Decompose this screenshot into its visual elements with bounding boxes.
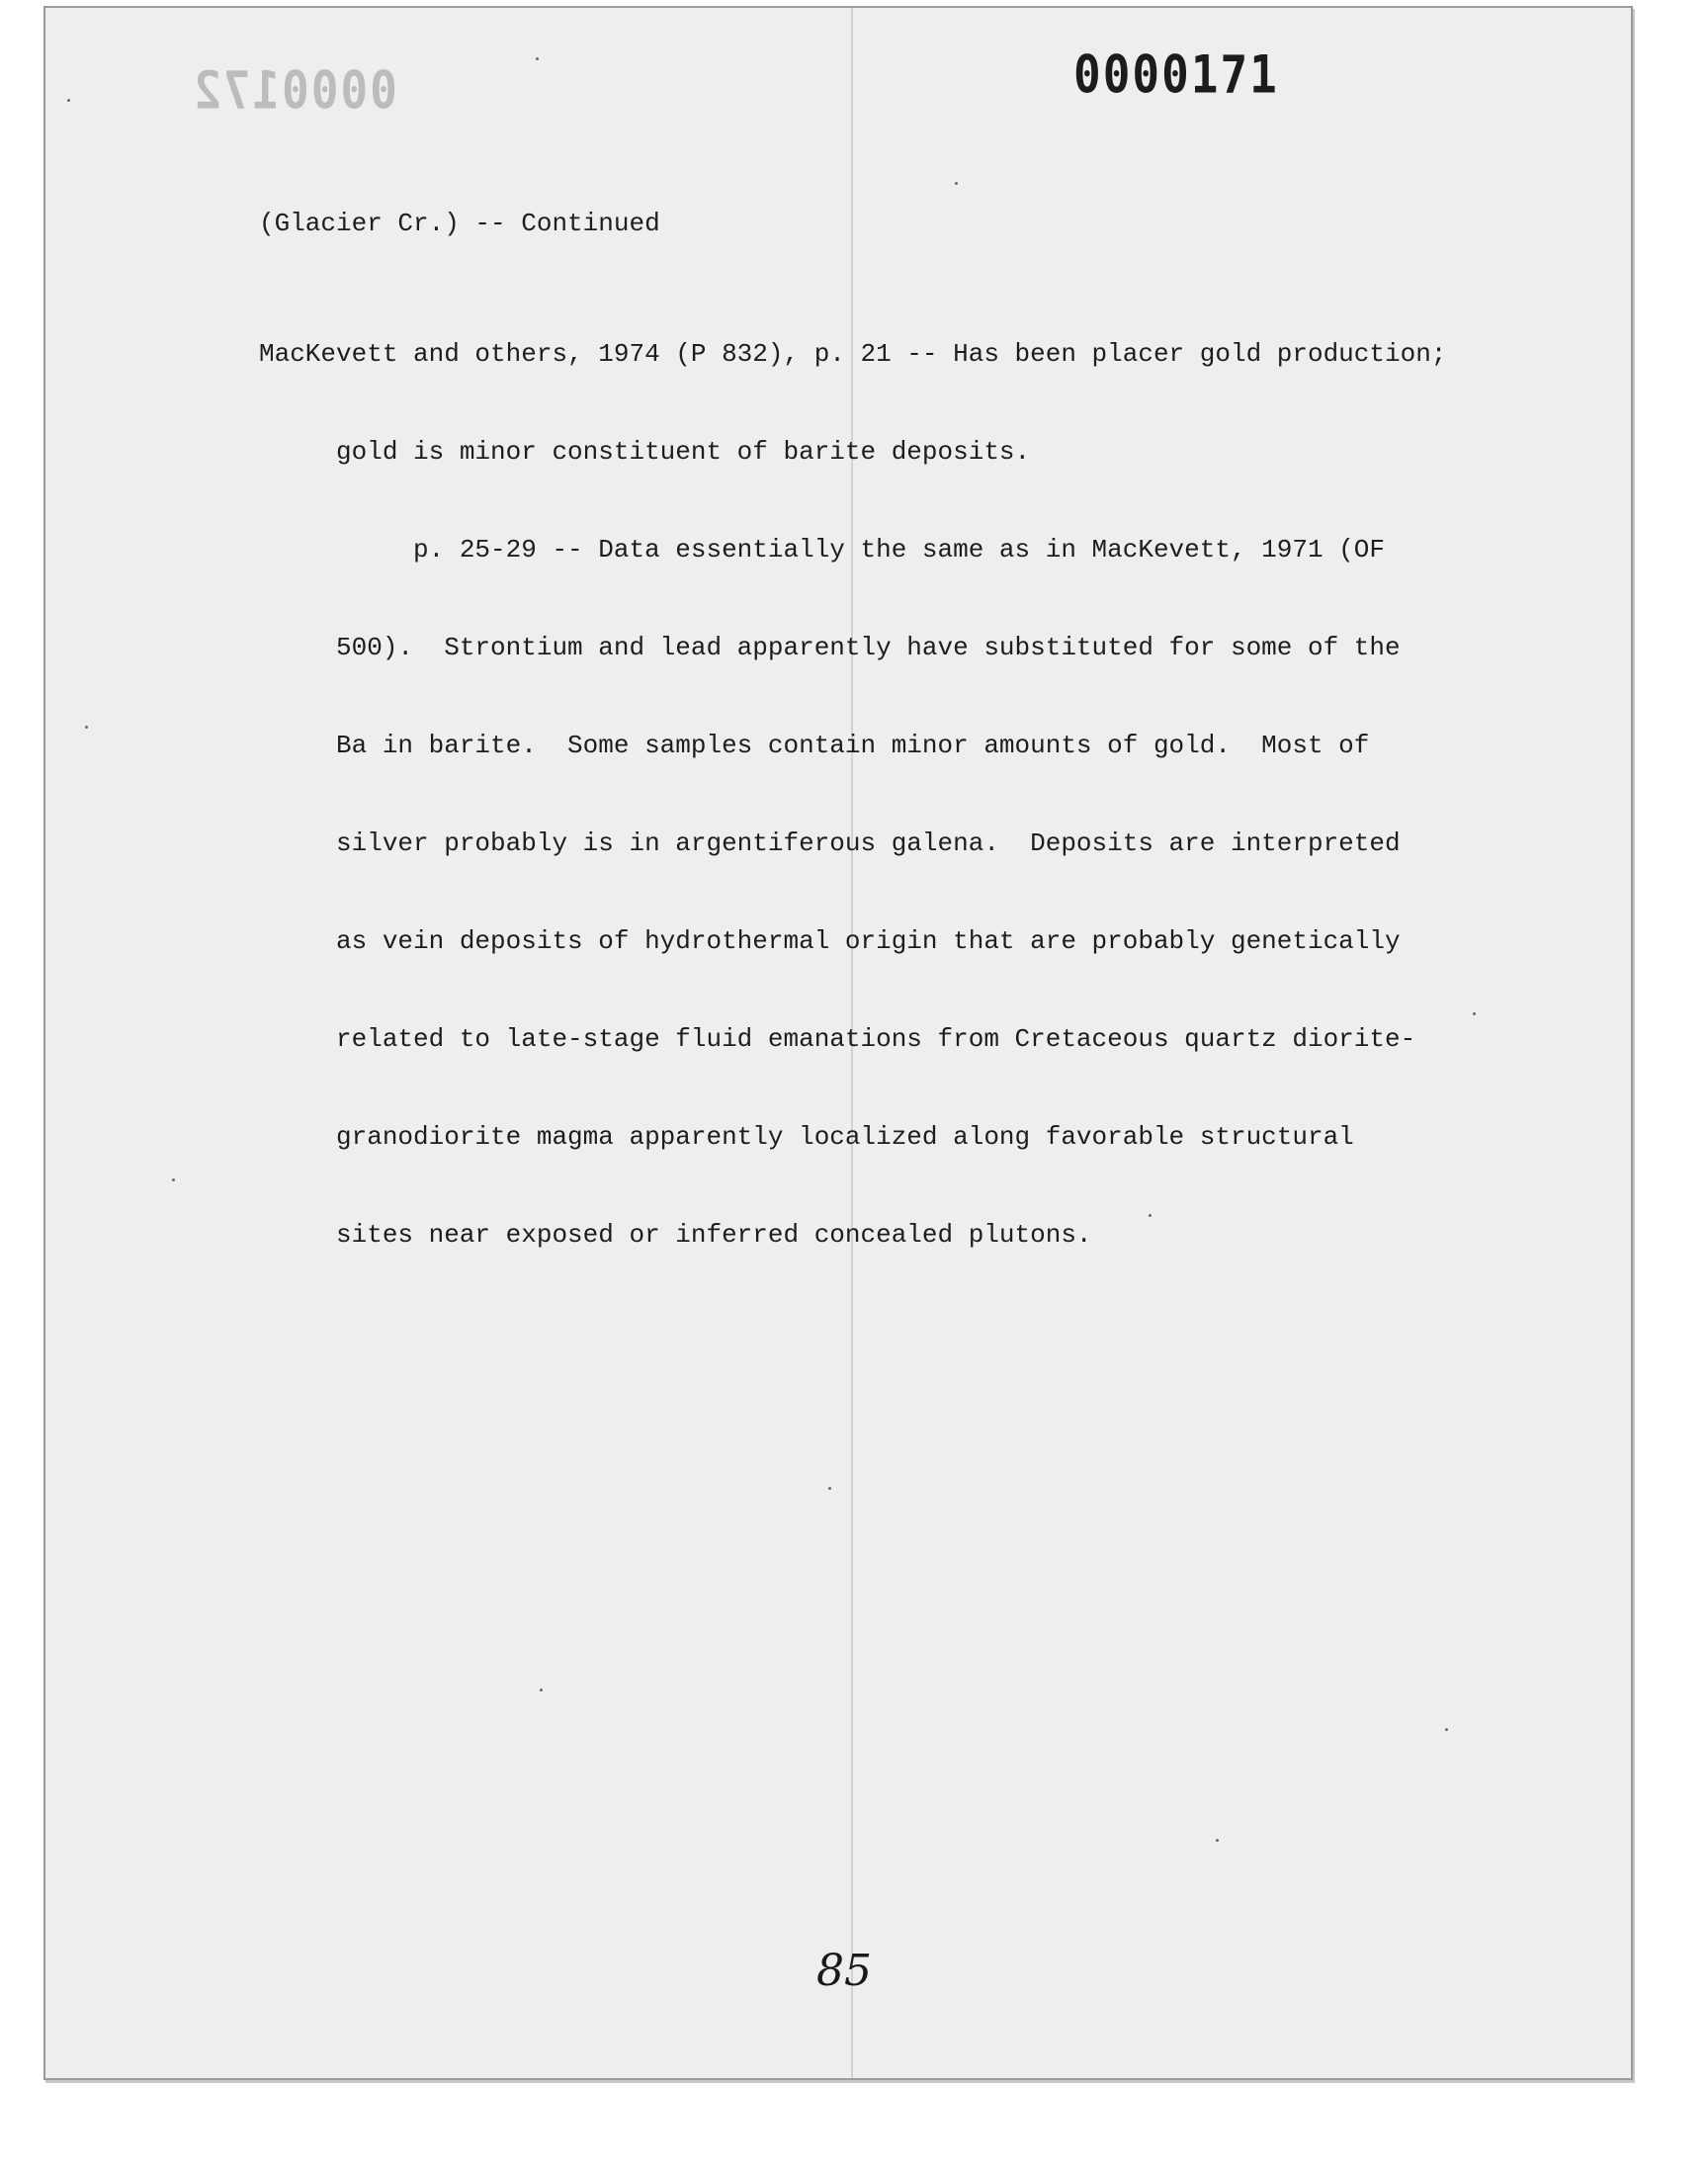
scan-speck: [1216, 1839, 1219, 1842]
reference-paragraph: [259, 273, 1446, 1317]
scan-speck: [1445, 1728, 1448, 1731]
scan-speck: [540, 1689, 543, 1692]
bleed-through-stamp: 0000172: [192, 58, 397, 122]
scan-speck: [828, 1487, 831, 1490]
scan-speck: [85, 726, 88, 729]
scan-speck: [1149, 1214, 1152, 1217]
reference-line: granodiorite magma apparently localized along favorable structural: [259, 1122, 1354, 1152]
reference-line: silver probably is in argentiferous galena. Deposits are interpreted: [259, 828, 1401, 858]
scan-speck: [955, 182, 958, 185]
reference-line: gold is minor constituent of barite deposits.: [259, 437, 1031, 467]
reference-line: sites near exposed or inferred concealed plutons.: [259, 1220, 1092, 1250]
scan-speck: [536, 57, 539, 60]
reference-line: 500). Strontium and lead apparently have substituted for some of the: [259, 633, 1401, 662]
scan-speck: [1473, 1012, 1476, 1015]
document-number-stamp: 0000171: [1073, 43, 1279, 106]
scan-speck: [67, 99, 70, 102]
reference-line: p. 25-29 -- Data essentially the same as in MacKevett, 1971 (OF: [259, 535, 1385, 565]
reference-line: related to late-stage fluid emanations from Cretaceous quartz diorite-: [259, 1024, 1416, 1054]
section-heading: (Glacier Cr.) -- Continued: [259, 209, 660, 238]
reference-line: as vein deposits of hydrothermal origin that are probably genetically: [259, 926, 1401, 956]
reference-line: MacKevett and others, 1974 (P 832), p. 21 -- Has been placer gold production;: [259, 339, 1447, 369]
reference-line: Ba in barite. Some samples contain minor amounts of gold. Most of: [259, 731, 1370, 760]
document-page: [43, 6, 1633, 2080]
scan-speck: [172, 1178, 175, 1181]
handwritten-page-number: 85: [816, 1946, 872, 1996]
